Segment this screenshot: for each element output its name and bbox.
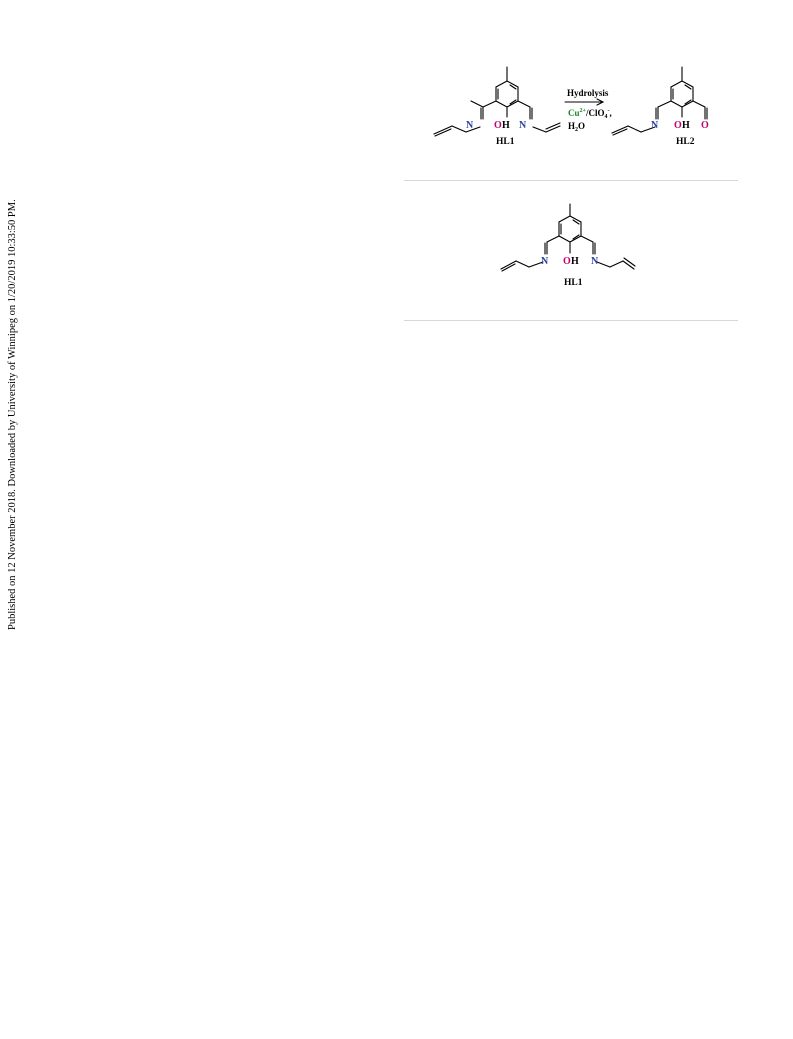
hl2-hydroxyl-hydrogen: H: [682, 120, 690, 131]
ligand-nitrogen-right: N: [591, 256, 599, 267]
reagent-anion-charge: -: [607, 108, 610, 114]
reagent-anion: /ClO: [585, 108, 605, 118]
reagent-line: [568, 108, 612, 120]
download-watermark: Published on 12 November 2018. Downloaded by University of Winnipeg on 1/20/2019 10:33:50 PM.: [7, 199, 18, 630]
water-o: O: [578, 121, 586, 131]
hl1-nitrogen-left: N: [466, 120, 474, 131]
hl2-hydroxyl-oxygen: O: [674, 120, 682, 131]
hydrolysis-scheme-drawing: [404, 55, 738, 165]
water-h: H: [568, 121, 576, 131]
hl1-nitrogen-right: N: [519, 120, 527, 131]
ligand-hydroxyl-oxygen: O: [563, 256, 571, 267]
hl1-hydroxyl-oxygen: O: [494, 120, 502, 131]
hydrolysis-scheme: [404, 55, 738, 165]
reagent-copper: Cu: [568, 108, 580, 118]
ligand-hydroxyl-hydrogen: H: [571, 256, 579, 267]
product-label: HL2: [676, 137, 695, 147]
reagent-anion-subscript: 4: [604, 114, 608, 120]
section-divider-top: [404, 180, 738, 181]
reagent-anion-comma: ,: [609, 108, 612, 118]
reactant-label: HL1: [496, 137, 515, 147]
section-divider-bottom: [404, 320, 738, 321]
ligand-nitrogen-left: N: [541, 256, 549, 267]
reagent-water: [568, 121, 585, 133]
ligand-structure: [404, 198, 738, 294]
water-subscript: 2: [575, 127, 579, 133]
arrow-condition-hydrolysis: Hydrolysis: [567, 88, 609, 98]
hl2-carbonyl-oxygen: O: [701, 120, 709, 131]
ligand-structure-drawing: [404, 198, 738, 294]
hl1-hydroxyl-hydrogen: H: [502, 120, 510, 131]
hl2-nitrogen: N: [651, 120, 659, 131]
reagent-copper-charge: 2+: [579, 108, 586, 114]
ligand-label: HL1: [564, 278, 583, 288]
